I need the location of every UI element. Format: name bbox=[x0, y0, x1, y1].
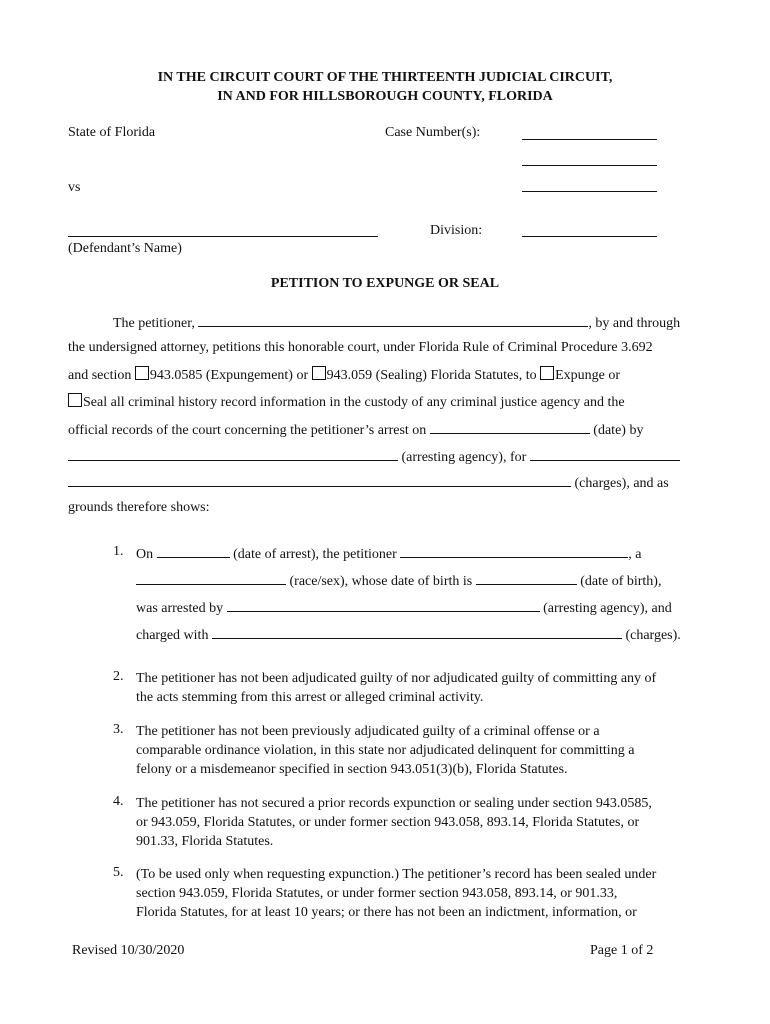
case-number-label: Case Number(s): bbox=[385, 125, 481, 140]
intro-line-5: official records of the court concerning the petitioner’s arrest on (date) by bbox=[68, 420, 643, 439]
versus-label: vs bbox=[68, 180, 81, 195]
date-of-birth-field[interactable] bbox=[476, 571, 577, 585]
division-field[interactable] bbox=[522, 236, 657, 237]
item1-petitioner-field[interactable] bbox=[400, 544, 628, 558]
intro-line-1: The petitioner, , by and through bbox=[113, 313, 680, 332]
item-3-number: 3. bbox=[113, 722, 124, 737]
item-5-text: (To be used only when requesting expunction.) The petitioner’s record has been sealed under section 943.059, Florida Statutes, or under former section 943.058, 893.14, or 901.33, Florida Statutes, for at least 10 years; or there has not been an indictment, information, or bbox=[136, 867, 657, 920]
petition-title: PETITION TO EXPUNGE OR SEAL bbox=[270, 276, 500, 291]
item-5-number: 5. bbox=[113, 865, 124, 880]
court-heading-line2: IN AND FOR HILLSBOROUGH COUNTY, FLORIDA bbox=[217, 89, 553, 104]
item-1-line-1: On (date of arrest), the petitioner , a bbox=[136, 544, 642, 563]
item-2-number: 2. bbox=[113, 669, 124, 684]
item-4-number: 4. bbox=[113, 794, 124, 809]
item1-agency-field[interactable] bbox=[227, 598, 540, 612]
division-label: Division: bbox=[430, 223, 483, 238]
state-party: State of Florida bbox=[68, 125, 156, 140]
case-number-field-1[interactable] bbox=[522, 139, 657, 140]
item-1-line-2: (race/sex), whose date of birth is (date of birth), bbox=[136, 571, 661, 590]
for-field[interactable] bbox=[530, 447, 680, 461]
item-1-line-4: charged with (charges). bbox=[136, 625, 681, 644]
item-1-number: 1. bbox=[113, 544, 124, 559]
intro-line-3: and section 943.0585 (Expungement) or 943.059 (Sealing) Florida Statutes, to Expunge or bbox=[68, 368, 621, 383]
defendant-name-label: (Defendant’s Name) bbox=[68, 241, 182, 256]
sealing-checkbox[interactable] bbox=[312, 366, 326, 380]
defendant-name-field[interactable] bbox=[68, 236, 378, 237]
intro-line-4: Seal all criminal history record information in the custody of any criminal justice agency and the bbox=[68, 393, 625, 411]
item-2-text: The petitioner has not been adjudicated guilty of nor adjudicated guilty of committing any of the acts stemming from this arrest or alleged criminal activity. bbox=[136, 671, 657, 705]
item1-charges-field[interactable] bbox=[212, 625, 622, 639]
court-heading-line1: IN THE CIRCUIT COURT OF THE THIRTEENTH JUDICIAL CIRCUIT, bbox=[157, 70, 613, 85]
intro-line-2: the undersigned attorney, petitions this honorable court, under Florida Rule of Criminal Procedure 3.692 bbox=[68, 340, 653, 355]
item-4-text: The petitioner has not secured a prior records expunction or sealing under section 943.0585, or 943.059, Florida Statutes, or under former section 943.058, 893.14, Florida Statutes, or 901.33, Florida Statutes. bbox=[136, 796, 652, 849]
arresting-agency-field[interactable] bbox=[68, 447, 398, 461]
case-number-field-3[interactable] bbox=[522, 191, 657, 192]
item1-arrest-date-field[interactable] bbox=[157, 544, 230, 558]
case-number-field-2[interactable] bbox=[522, 165, 657, 166]
charges-field[interactable] bbox=[68, 473, 571, 487]
petitioner-name-field[interactable] bbox=[198, 313, 588, 327]
intro-line-7: (charges), and as bbox=[68, 473, 669, 492]
revision-date: Revised 10/30/2020 bbox=[72, 943, 185, 958]
intro-line-8: grounds therefore shows: bbox=[68, 500, 210, 515]
expungement-checkbox[interactable] bbox=[135, 366, 149, 380]
item-1-line-3: was arrested by (arresting agency), and bbox=[136, 598, 672, 617]
intro-line-6: (arresting agency), for bbox=[68, 447, 680, 466]
expunge-checkbox[interactable] bbox=[540, 366, 554, 380]
item-3-text: The petitioner has not been previously adjudicated guilty of a criminal offense or a comparable ordinance violation, in this state nor adjudicated delinquent for committing a felony or a misdemeanor specified in section 943.051(3)(b), Florida Statutes. bbox=[136, 724, 635, 777]
arrest-date-field[interactable] bbox=[430, 420, 590, 434]
race-sex-field[interactable] bbox=[136, 571, 286, 585]
seal-checkbox[interactable] bbox=[68, 393, 82, 407]
page-number: Page 1 of 2 bbox=[590, 943, 654, 958]
